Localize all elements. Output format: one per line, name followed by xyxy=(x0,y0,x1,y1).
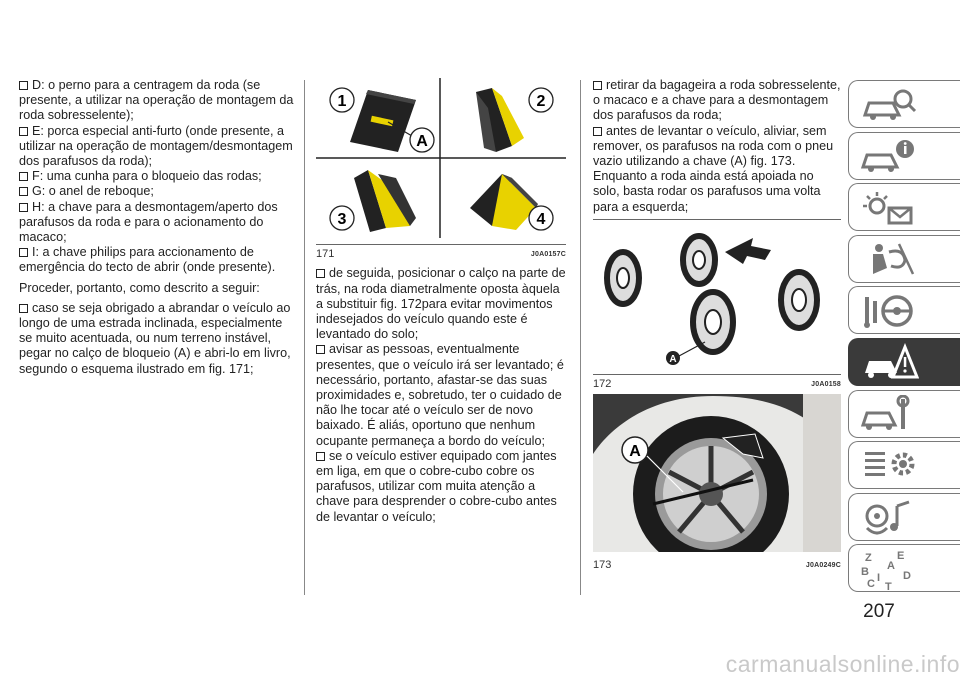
warning-lights-icon xyxy=(859,188,919,228)
figure-caption xyxy=(593,558,841,573)
svg-text:1: 1 xyxy=(337,93,347,110)
bullet-item: H: a chave para a desmontagem/aperto dos parafusos da roda e para o acionamento do macaco; xyxy=(19,199,278,245)
svg-text:3: 3 xyxy=(337,211,347,228)
bullet-item: avisar as pessoas, eventualmente presentes, que o veículo irá ser levantado; é necessário, portanto, afastar-se das suas proximidades e, sobretudo, ter o cuidado de não lhe tocar até o veículo ser de novo baixado. É aliás, oportuno que nenhum ocupante permaneça a bordo do veículo; xyxy=(316,342,564,448)
index-letters-icon xyxy=(859,549,919,591)
svg-text:A: A xyxy=(887,560,895,573)
checkbox-bullet-icon xyxy=(19,127,28,136)
figure-rule xyxy=(316,244,566,245)
breakdown-triangle-icon xyxy=(859,343,919,383)
svg-text:B: B xyxy=(861,566,869,579)
checkbox-bullet-icon xyxy=(19,304,28,313)
column-divider xyxy=(580,80,581,595)
tab-breakdown[interactable] xyxy=(848,338,960,386)
bullet-item: retirar da bagageira a roda sobresselente, o macaco e a chave para a desmontagem dos parafusos da roda; xyxy=(593,78,841,123)
watermark: carmanualsonline.info xyxy=(725,651,960,677)
bullet-item: F: uma cunha para o bloqueio das rodas; xyxy=(19,169,295,184)
bullet-item: I: a chave philips para accionamento de emergência do tecto de abrir (onde presente). xyxy=(19,245,276,275)
car-service-icon xyxy=(859,395,919,435)
bullet-item: caso se seja obrigado a abrandar o veículo ao longo de uma estrada inclinada, especialmente se muito acentuada, ou num terreno instável, pegar no calço de bloqueio (A) e abri-lo em livro, segundo o esquema ilustrado em fig. 171; xyxy=(19,300,291,376)
figure-rule xyxy=(593,374,841,375)
figure-caption xyxy=(593,377,841,392)
tab-warning-lights[interactable] xyxy=(848,183,960,231)
figure-172 xyxy=(593,220,841,392)
car-search-icon xyxy=(859,85,919,125)
checkbox-bullet-icon xyxy=(316,452,325,461)
checkbox-bullet-icon xyxy=(593,81,602,90)
tab-car-info[interactable] xyxy=(848,132,960,180)
wheel-chock-diagram xyxy=(316,78,566,240)
svg-text:A: A xyxy=(669,353,677,365)
car-info-icon xyxy=(859,137,919,177)
multimedia-icon xyxy=(859,498,919,538)
svg-text:Z: Z xyxy=(865,552,872,565)
wheel-wrench-photo xyxy=(593,394,841,552)
figure-code: J0A0158 xyxy=(811,381,841,389)
figure-code: J0A0157C xyxy=(530,251,566,259)
tab-steering-wheel[interactable] xyxy=(848,286,960,334)
checkbox-bullet-icon xyxy=(316,345,325,354)
svg-text:A: A xyxy=(629,443,641,461)
checkbox-bullet-icon xyxy=(19,187,28,196)
figure-number: 172 xyxy=(593,378,612,391)
bullet-item: de seguida, posicionar o calço na parte de trás, na roda diametralmente oposta àquela a substituir fig. 172para evitar movimentos indesejados do veículo quando este é levantado do solo; xyxy=(316,266,566,342)
bullet-item: D: o perno para a centragem da roda (se presente, a utilizar na operação de montagem da roda sobresselente); xyxy=(19,78,294,123)
svg-text:I: I xyxy=(877,572,881,585)
bullet-item: G: o anel de reboque; xyxy=(19,184,295,199)
svg-text:A: A xyxy=(416,133,428,150)
seat-airbag-icon xyxy=(859,240,919,280)
page-number: 207 xyxy=(863,601,895,622)
tab-multimedia[interactable] xyxy=(848,493,960,541)
svg-text:2: 2 xyxy=(536,93,546,110)
bullet-item: E: porca especial anti-furto (onde presente, a utilizar na operação de montagem/desmontagem dos parafusos da roda); xyxy=(19,123,293,169)
svg-text:T: T xyxy=(885,581,892,592)
specs-gear-icon xyxy=(859,446,919,486)
checkbox-bullet-icon xyxy=(19,81,28,90)
svg-text:E: E xyxy=(897,550,905,563)
tab-specs[interactable] xyxy=(848,441,960,489)
checkbox-bullet-icon xyxy=(19,172,28,181)
steering-wheel-icon xyxy=(859,291,919,331)
figure-code: J0A0249C xyxy=(805,562,841,570)
tab-car-search[interactable] xyxy=(848,80,960,128)
column-2 xyxy=(316,78,566,525)
figure-number: 173 xyxy=(593,559,612,572)
bullet-item: antes de levantar o veículo, aliviar, sem remover, os parafusos na roda com o pneu vazio utilizando a chave (A) fig. 173. Enquanto a roda ainda está apoiada no solo, basta rodar os parafusos uma volta para a esquerda; xyxy=(593,123,834,214)
chapter-tab-sidebar xyxy=(848,80,960,596)
figure-caption xyxy=(316,247,566,262)
column-3 xyxy=(593,78,841,574)
figure-171 xyxy=(316,78,566,262)
checkbox-bullet-icon xyxy=(316,269,325,278)
checkbox-bullet-icon xyxy=(19,203,28,212)
tab-index[interactable] xyxy=(848,544,960,592)
svg-text:4: 4 xyxy=(536,211,546,228)
figure-173 xyxy=(593,394,841,573)
spare-wheel-diagram xyxy=(593,220,841,370)
checkbox-bullet-icon xyxy=(593,127,602,136)
column-1 xyxy=(19,78,295,377)
tab-car-service[interactable] xyxy=(848,390,960,438)
column-divider xyxy=(304,80,305,595)
checkbox-bullet-icon xyxy=(19,248,28,257)
figure-number: 171 xyxy=(316,248,335,261)
svg-text:D: D xyxy=(903,570,911,583)
paragraph: Proceder, portanto, como descrito a seguir: xyxy=(19,280,260,295)
tab-seat-airbag[interactable] xyxy=(848,235,960,283)
bullet-item: se o veículo estiver equipado com jantes em liga, em que o cobre-cubo cobre os parafusos, utilizar com muita atenção a chave para desprender o cobre-cubo antes de levantar o veículo; xyxy=(316,448,557,524)
svg-text:C: C xyxy=(867,578,875,591)
